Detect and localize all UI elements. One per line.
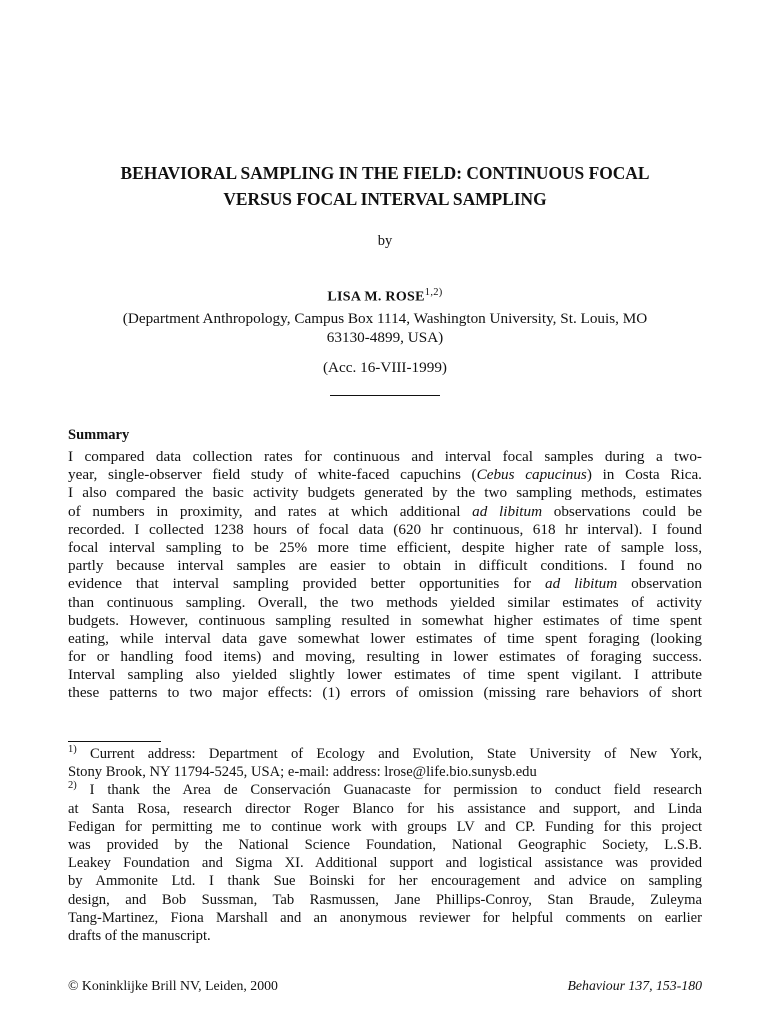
summary-line (68, 539, 702, 557)
summary-text-run: than continuous sampling. Overall, the two methods yielded similar estimates of activity (68, 593, 702, 611)
title-line-2: VERSUS FOCAL INTERVAL SAMPLING (223, 189, 547, 209)
summary-line (68, 630, 702, 648)
summary-text-run: recorded. I collected 1238 hours of focal data (620 hr continuous, 618 hr interval). I found (68, 520, 702, 538)
summary-paragraph (68, 448, 702, 703)
summary-line (68, 684, 702, 702)
footnote-2-line (68, 818, 702, 836)
footnote-divider (68, 741, 161, 742)
footnote-1-text: Current address: Department of Ecology and Evolution, State University of New York, (76, 746, 702, 762)
footnote-2-line (68, 781, 702, 799)
summary-line (68, 521, 702, 539)
footnote-2-line (68, 909, 702, 927)
footnote-2-text: Tang-Martinez, Fiona Marshall and an anonymous reviewer for helpful comments on earlier (68, 909, 702, 926)
summary-text-run: for or handling food items) and moving, resulting in lower estimates of foraging success. (68, 648, 702, 666)
summary-text-run: partly because interval samples are easier to obtain in difficult conditions. I found no (68, 557, 702, 575)
footnote-2-text: by Ammonite Ltd. I thank Sue Boinski for her encouragement and advice on sampling (68, 873, 702, 890)
summary-line (68, 484, 702, 502)
summary-line (68, 503, 702, 521)
footnote-2-line (68, 854, 702, 872)
summary-text-run: observation (617, 575, 702, 593)
author-name (68, 287, 702, 306)
summary-text-run: of numbers in proximity, and rates at which additional (68, 502, 473, 520)
summary-line (68, 666, 702, 684)
summary-text-run: evidence that interval sampling provided better opportunities for (68, 575, 545, 593)
footnote-2-line (68, 836, 702, 854)
summary-line (68, 648, 702, 666)
summary-text-run: year, single-observer field study of white-faced capuchins ( (68, 466, 477, 484)
footnote-2-text: drafts of the manuscript. (68, 927, 211, 944)
by-line: by (377, 233, 393, 249)
summary-text-run: I also compared the basic activity budgets generated by the two sampling methods, estimates (68, 484, 702, 502)
summary-text-run: budgets. However, continuous sampling resulted in somewhat higher estimates of time spent (68, 611, 702, 629)
summary-text-run: eating, while interval data gave somewhat lower estimates of time spent foraging (looking (68, 629, 702, 647)
footnote-2-text: was provided by the National Science Foundation, National Geographic Society, L.S.B. (68, 836, 702, 853)
footnote-1-line (68, 763, 702, 781)
summary-line (68, 557, 702, 575)
journal-citation: Behaviour 137, 153-180 (567, 978, 702, 993)
accepted-date: (Acc. 16-VIII-1999) (323, 359, 447, 376)
title-divider (330, 395, 440, 396)
footnote-1-line (68, 745, 702, 763)
footnote-2-line (68, 891, 702, 909)
summary-italic-term: ad libitum (544, 575, 618, 593)
summary-line (68, 612, 702, 630)
article-title (68, 160, 702, 212)
summary-text-run: Interval sampling also yielded slightly lower estimates of time spent vigilant. I attribute (68, 666, 702, 684)
author-name-text: LISA M. ROSE (327, 289, 425, 305)
summary-text-run: observations could be (542, 502, 702, 520)
affiliation-line-1: (Department Anthropology, Campus Box 1114, Washington University, St. Louis, MO (122, 310, 648, 327)
summary-heading: Summary (68, 427, 130, 443)
footnote-1-text: Stony Brook, NY 11794-5245, USA; e-mail: address: lrose@life.bio.sunysb.edu (68, 764, 537, 781)
summary-line (68, 448, 702, 466)
summary-text-run: I compared data collection rates for continuous and interval focal samples during a two- (68, 448, 702, 465)
footnote-2-text: I thank the Area de Conservación Guanacaste for permission to conduct field research (76, 782, 702, 799)
summary-text-run: these patterns to two major effects: (1) errors of omission (missing rare behaviors of short (68, 684, 702, 702)
summary-italic-term: ad libitum (472, 502, 543, 520)
footnote-1-mark: 1) (68, 744, 77, 756)
paper-page (68, 0, 702, 1024)
summary-italic-term: Cebus capucinus (476, 466, 587, 484)
footnote-2-mark: 2) (68, 780, 77, 792)
footnote-2-line (68, 800, 702, 818)
summary-text-run: ) in Costa Rica. (586, 466, 702, 484)
footnotes (68, 745, 702, 945)
summary-line (68, 466, 702, 484)
summary-line (68, 594, 702, 612)
footnote-2-line (68, 872, 702, 890)
summary-text-run: focal interval sampling to be 25% more time efficient, despite higher rate of sample loss, (68, 538, 702, 556)
author-affiliation-marks: 1,2) (424, 287, 443, 298)
footnote-2-text: Fedigan for permitting me to continue work with groups LV and CP. Funding for this project (68, 818, 702, 835)
footnote-2-text: Leakey Foundation and Sigma XI. Additional support and logistical assistance was provided (68, 855, 702, 872)
footnote-2-text: design, and Bob Sussman, Tab Rasmussen, Jane Phillips-Conroy, Stan Braude, Zuleyma (68, 891, 702, 908)
author-affiliation (68, 309, 702, 347)
title-line-1: BEHAVIORAL SAMPLING IN THE FIELD: CONTINUOUS FOCAL (120, 163, 650, 183)
copyright-line: © Koninklijke Brill NV, Leiden, 2000 (68, 978, 278, 993)
affiliation-line-2: 63130-4899, USA) (326, 329, 444, 346)
footnote-2-text: at Santa Rosa, research director Roger Blanco for his assistance and support, and Linda (68, 800, 702, 817)
footnote-2-line (68, 927, 702, 945)
summary-line (68, 575, 702, 593)
